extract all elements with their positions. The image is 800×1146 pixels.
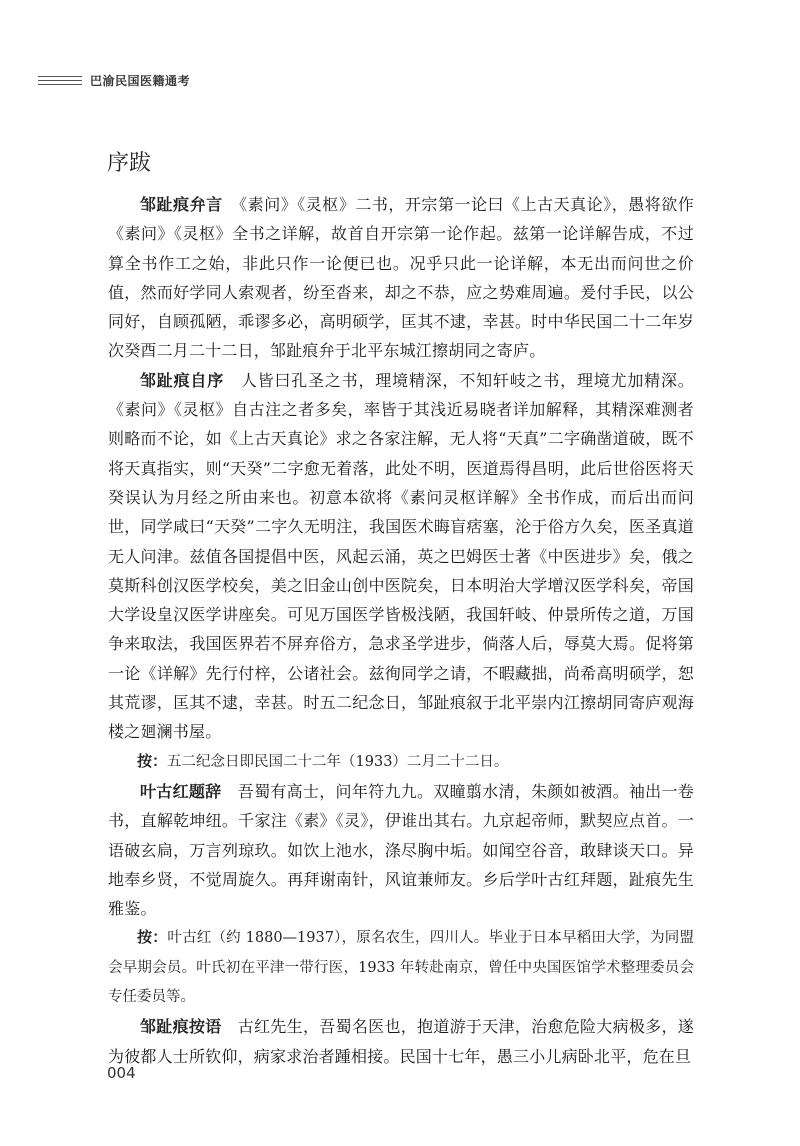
paragraph-zou-self-preface — [108, 366, 694, 747]
paragraph-text: 人皆曰孔圣之书，理境精深，不知轩岐之书，理境尤加精深。《素问》《灵枢》自古注之者多矣，率皆于其浅近易晓者详加解释，其精深难测者则略而不论，如《上古天真论》求之各家注解，无人将“天真”二字确凿道破，既不将天真指实，则“天癸”二字愈无着落，此处不明，医道焉得昌明，此后世俗医将天癸误认为月经之所由来也。初意本欲将《素问灵枢详解》全书作成，而后出而问世，同学咸曰“天癸”二字久无明注，我国医术晦盲痞塞，沦于俗方久矣，医圣真道无人问津。兹值各国提倡中医，风起云涌，英之巴姆医士著《中医进步》矣，俄之莫斯科创汉医学校矣，美之旧金山创中医院矣，日本明治大学增汉医学科矣，帝国大学设皇汉医学讲座矣。可见万国医学皆极浅陋，我国轩岐、仲景所传之道，万国争来取法，我国医界若不屏弃俗方，急求圣学进步，倘落人后，辱莫大焉。促将第一论《详解》先行付梓，公诸社会。兹徇同学之请，不暇藏拙，尚希高明硕学，恕其荒谬，匡其不逮，幸甚。时五二纪念日，邹趾痕叙于北平崇内江擦胡同寄庐观海楼之廻澜书屋。 — [108, 370, 694, 742]
note-1 — [108, 747, 694, 777]
paragraph-lead: 邹趾痕按语 — [140, 1017, 222, 1037]
running-header — [38, 73, 190, 87]
paragraph-ye-inscription — [108, 777, 694, 923]
note-text: 五二纪念日即民国二十二年（1933）二月二十二日。 — [167, 753, 509, 770]
paragraph-lead: 叶古红题辞 — [140, 781, 222, 801]
page-number: 004 — [107, 1064, 136, 1082]
paragraph-lead: 邹趾痕弁言 — [140, 195, 223, 214]
paragraph-text: 《素问》《灵枢》二书，开宗第一论曰《上古天真论》，愚将欲作《素问》《灵枢》全书之详解，故首自开宗第一论作起。兹第一论详解告成，不过算全书作工之始，非此只作一论便已也。况乎只此一论详解，本无出而问世之价值，然而好学同人索观者，纷至沓来，却之不恭，应之势难周遍。爰付手民，以公同好，自顾孤陋，乖谬多必，高明硕学，匡其不逮，幸甚。时中华民国二十二年岁次癸酉二月二十二日，邹趾痕弁于北平东城江擦胡同之寄庐。 — [108, 195, 694, 361]
note-2 — [108, 923, 694, 1012]
note-lead: 按： — [137, 928, 168, 947]
paragraph-zou-preface — [108, 190, 694, 366]
note-lead: 按： — [137, 751, 168, 770]
header-rule-lines — [38, 76, 82, 85]
paragraph-text: 古红先生，吾蜀名医也，抱道游于天津，治愈危险大病极多，遂为彼都人士所钦仰，病家求治者踵相接。民国十七年，愚三小儿病卧北平，危在旦 — [108, 1017, 694, 1066]
book-title: 巴渝民国医籍通考 — [90, 73, 191, 88]
paragraph-zou-remark — [108, 1012, 694, 1071]
body-text — [108, 190, 694, 1071]
paragraph-text: 吾蜀有高士，问年符九九。双瞳翦水清，朱颜如被酒。袖出一卷书，直解乾坤纽。千家注《素》《灵》，伊谁出其右。九京起帝师，默契应点首。一语破玄扃，万言列琼玖。如饮上池水，涤尽胸中垢。如闻空谷音，敢肆谈天口。异地奉乡贤，不觉周旋久。再拜谢南针，风谊兼师友。乡后学叶古红拜题，趾痕先生雅鉴。 — [108, 781, 694, 919]
note-text: 叶古红（约 1880—1937），原名农生，四川人。毕业于日本早稻田大学，为同盟会早期会员。叶氏初在平津一带行医，1933 年转赴南京，曾任中央国医馆学术整理委员会专任委员等。 — [108, 930, 694, 1006]
section-title: 序跋 — [107, 151, 152, 176]
paragraph-lead: 邹趾痕自序 — [140, 370, 225, 390]
